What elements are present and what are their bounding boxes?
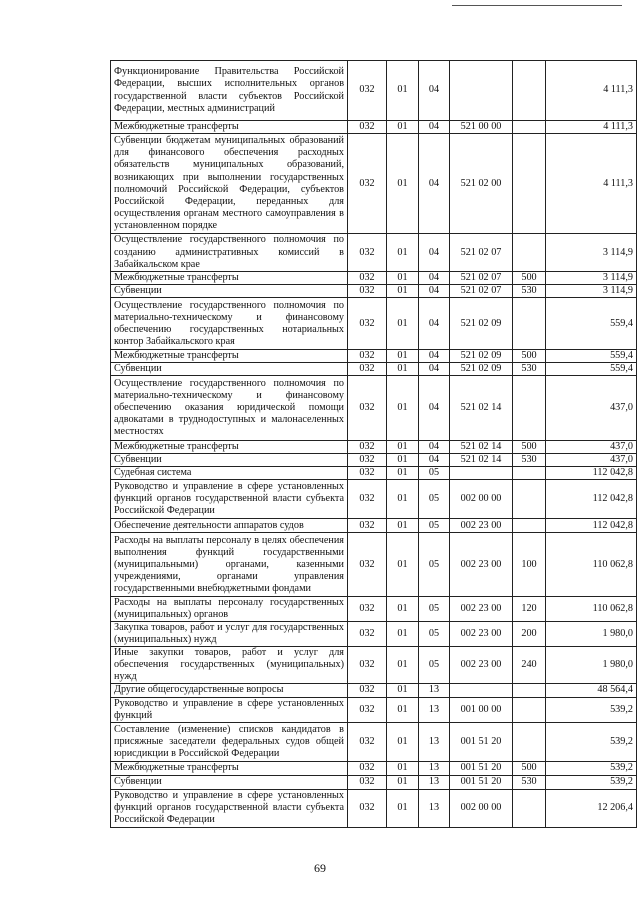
cell-amount: 539,2 (546, 775, 637, 789)
cell-amount: 110 062,8 (546, 533, 637, 597)
cell-ved: 032 (348, 363, 387, 376)
cell-csr: 521 02 07 (450, 285, 513, 298)
cell-ved: 032 (348, 480, 387, 519)
cell-ved: 032 (348, 761, 387, 775)
cell-rz: 01 (387, 789, 419, 827)
cell-vr (513, 234, 546, 272)
cell-vr: 200 (513, 622, 546, 647)
cell-vr (513, 376, 546, 441)
cell-ved: 032 (348, 441, 387, 454)
cell-rz: 01 (387, 298, 419, 350)
cell-ved: 032 (348, 121, 387, 134)
table-row (111, 697, 637, 722)
cell-rz: 01 (387, 454, 419, 467)
cell-amount: 12 206,4 (546, 789, 637, 827)
cell-rz: 01 (387, 272, 419, 285)
table-row (111, 467, 637, 480)
cell-pr: 05 (419, 533, 450, 597)
cell-rz: 01 (387, 61, 419, 121)
cell-csr: 521 02 14 (450, 376, 513, 441)
cell-pr: 05 (419, 597, 450, 622)
cell-vr (513, 722, 546, 761)
cell-vr: 530 (513, 285, 546, 298)
cell-amount: 4 111,3 (546, 121, 637, 134)
cell-vr: 500 (513, 441, 546, 454)
table-row (111, 622, 637, 647)
cell-rz: 01 (387, 519, 419, 533)
cell-name: Субвенции (111, 363, 348, 376)
cell-amount: 1 980,0 (546, 647, 637, 684)
cell-name: Руководство и управление в сфере установленных функций органов государственной власти субъекта Российской Федерации (111, 480, 348, 519)
table-row (111, 234, 637, 272)
cell-ved: 032 (348, 350, 387, 363)
cell-rz: 01 (387, 376, 419, 441)
cell-ved: 032 (348, 647, 387, 684)
cell-amount: 48 564,4 (546, 684, 637, 697)
cell-vr: 530 (513, 454, 546, 467)
cell-vr (513, 789, 546, 827)
cell-ved: 032 (348, 376, 387, 441)
cell-name: Иные закупки товаров, работ и услуг для обеспечения государственных (муниципальных) нужд (111, 647, 348, 684)
cell-rz: 01 (387, 761, 419, 775)
cell-pr: 04 (419, 363, 450, 376)
cell-csr: 002 23 00 (450, 622, 513, 647)
cell-name: Субвенции (111, 454, 348, 467)
cell-vr (513, 519, 546, 533)
cell-csr: 521 02 14 (450, 441, 513, 454)
cell-pr: 05 (419, 622, 450, 647)
cell-rz: 01 (387, 441, 419, 454)
cell-amount: 4 111,3 (546, 61, 637, 121)
cell-name: Руководство и управление в сфере установленных функций (111, 697, 348, 722)
cell-vr: 530 (513, 363, 546, 376)
cell-pr: 04 (419, 134, 450, 234)
cell-ved: 032 (348, 454, 387, 467)
cell-amount: 112 042,8 (546, 480, 637, 519)
cell-rz: 01 (387, 697, 419, 722)
cell-name: Руководство и управление в сфере установленных функций органов государственной власти субъекта Российской Федерации (111, 789, 348, 827)
cell-ved: 032 (348, 697, 387, 722)
cell-amount: 437,0 (546, 376, 637, 441)
cell-csr: 521 00 00 (450, 121, 513, 134)
cell-rz: 01 (387, 597, 419, 622)
cell-csr: 002 23 00 (450, 519, 513, 533)
cell-amount: 559,4 (546, 363, 637, 376)
cell-pr: 05 (419, 480, 450, 519)
table-row (111, 298, 637, 350)
cell-pr: 05 (419, 647, 450, 684)
cell-pr: 13 (419, 722, 450, 761)
cell-amount: 112 042,8 (546, 519, 637, 533)
table-row (111, 121, 637, 134)
cell-ved: 032 (348, 775, 387, 789)
table-row (111, 441, 637, 454)
cell-name: Судебная система (111, 467, 348, 480)
table-row (111, 533, 637, 597)
cell-name: Обеспечение деятельности аппаратов судов (111, 519, 348, 533)
cell-vr: 530 (513, 775, 546, 789)
cell-amount: 559,4 (546, 350, 637, 363)
cell-vr (513, 467, 546, 480)
cell-ved: 032 (348, 789, 387, 827)
cell-csr: 002 00 00 (450, 789, 513, 827)
cell-pr: 05 (419, 519, 450, 533)
cell-pr: 13 (419, 697, 450, 722)
cell-amount: 1 980,0 (546, 622, 637, 647)
cell-vr (513, 298, 546, 350)
cell-pr: 04 (419, 272, 450, 285)
cell-rz: 01 (387, 480, 419, 519)
top-rule (452, 5, 622, 6)
cell-csr: 521 02 09 (450, 298, 513, 350)
cell-amount: 539,2 (546, 761, 637, 775)
cell-rz: 01 (387, 722, 419, 761)
cell-rz: 01 (387, 134, 419, 234)
cell-csr: 001 51 20 (450, 722, 513, 761)
table-row (111, 597, 637, 622)
cell-csr (450, 467, 513, 480)
cell-pr: 04 (419, 298, 450, 350)
cell-rz: 01 (387, 533, 419, 597)
cell-vr (513, 134, 546, 234)
cell-rz: 01 (387, 363, 419, 376)
cell-name: Осуществление государственного полномочия по материально-техническому и финансовому обеспечению оказания юридической помощи адвокатами в труднодоступных и малонаселенных местностях (111, 376, 348, 441)
cell-amount: 3 114,9 (546, 234, 637, 272)
cell-name: Межбюджетные трансферты (111, 272, 348, 285)
table-row (111, 134, 637, 234)
cell-pr: 04 (419, 285, 450, 298)
table-row (111, 647, 637, 684)
cell-csr: 001 51 20 (450, 761, 513, 775)
cell-name: Осуществление государственного полномочия по созданию административных комиссий в Забайкальском крае (111, 234, 348, 272)
cell-ved: 032 (348, 272, 387, 285)
cell-vr: 100 (513, 533, 546, 597)
table-row (111, 61, 637, 121)
cell-ved: 032 (348, 622, 387, 647)
cell-csr: 521 02 09 (450, 350, 513, 363)
cell-csr: 002 00 00 (450, 480, 513, 519)
cell-vr (513, 61, 546, 121)
table-row (111, 684, 637, 697)
cell-amount: 112 042,8 (546, 467, 637, 480)
cell-csr: 001 00 00 (450, 697, 513, 722)
cell-pr: 04 (419, 350, 450, 363)
cell-pr: 13 (419, 789, 450, 827)
cell-name: Межбюджетные трансферты (111, 761, 348, 775)
cell-rz: 01 (387, 684, 419, 697)
cell-pr: 13 (419, 775, 450, 789)
cell-csr: 002 23 00 (450, 533, 513, 597)
cell-vr: 120 (513, 597, 546, 622)
budget-table (110, 60, 637, 828)
cell-name: Закупка товаров, работ и услуг для государственных (муниципальных) нужд (111, 622, 348, 647)
cell-ved: 032 (348, 722, 387, 761)
cell-vr (513, 684, 546, 697)
cell-name: Расходы на выплаты персоналу в целях обеспечения выполнения функций государственными (муниципальными) органами, казенными учреждениями, органами управления государственными внебюджетными фондами (111, 533, 348, 597)
cell-csr: 001 51 20 (450, 775, 513, 789)
cell-csr: 521 02 00 (450, 134, 513, 234)
cell-name: Другие общегосударственные вопросы (111, 684, 348, 697)
cell-csr: 002 23 00 (450, 647, 513, 684)
cell-pr: 13 (419, 761, 450, 775)
cell-ved: 032 (348, 684, 387, 697)
cell-pr: 04 (419, 121, 450, 134)
table-row (111, 350, 637, 363)
cell-ved: 032 (348, 134, 387, 234)
cell-ved: 032 (348, 467, 387, 480)
cell-rz: 01 (387, 234, 419, 272)
cell-rz: 01 (387, 285, 419, 298)
cell-pr: 04 (419, 376, 450, 441)
cell-pr: 05 (419, 467, 450, 480)
cell-vr: 240 (513, 647, 546, 684)
cell-csr (450, 684, 513, 697)
cell-name: Субвенции бюджетам муниципальных образований для финансового обеспечения расходных обязательств муниципальных образований, возникающих при выполнении государственных полномочий Российской Федерации, субъектов Российской Федерации, переданных для осуществления органам местного самоуправления в установленном порядке (111, 134, 348, 234)
table-row (111, 761, 637, 775)
table-row (111, 363, 637, 376)
cell-csr (450, 61, 513, 121)
cell-amount: 559,4 (546, 298, 637, 350)
cell-pr: 13 (419, 684, 450, 697)
cell-amount: 3 114,9 (546, 272, 637, 285)
cell-pr: 04 (419, 454, 450, 467)
cell-name: Расходы на выплаты персоналу государственных (муниципальных) органов (111, 597, 348, 622)
page-number: 69 (314, 861, 326, 875)
table-row (111, 519, 637, 533)
cell-amount: 437,0 (546, 441, 637, 454)
cell-pr: 04 (419, 441, 450, 454)
cell-vr: 500 (513, 761, 546, 775)
cell-name: Межбюджетные трансферты (111, 121, 348, 134)
cell-amount: 3 114,9 (546, 285, 637, 298)
table-row (111, 376, 637, 441)
cell-amount: 539,2 (546, 697, 637, 722)
cell-ved: 032 (348, 597, 387, 622)
cell-ved: 032 (348, 519, 387, 533)
cell-pr: 04 (419, 61, 450, 121)
cell-rz: 01 (387, 647, 419, 684)
cell-csr: 521 02 14 (450, 454, 513, 467)
budget-table-body (111, 61, 637, 828)
cell-vr (513, 480, 546, 519)
cell-name: Функционирование Правительства Российской Федерации, высших исполнительных органов государственной власти субъектов Российской Федерации, местных администраций (111, 61, 348, 121)
cell-ved: 032 (348, 61, 387, 121)
cell-ved: 032 (348, 298, 387, 350)
cell-name: Субвенции (111, 285, 348, 298)
cell-ved: 032 (348, 234, 387, 272)
table-row (111, 285, 637, 298)
cell-name: Межбюджетные трансферты (111, 441, 348, 454)
cell-rz: 01 (387, 622, 419, 647)
cell-vr (513, 697, 546, 722)
cell-name: Составление (изменение) списков кандидатов в присяжные заседатели федеральных судов общей юрисдикции в Российской Федерации (111, 722, 348, 761)
cell-vr: 500 (513, 272, 546, 285)
cell-amount: 437,0 (546, 454, 637, 467)
cell-csr: 521 02 09 (450, 363, 513, 376)
cell-rz: 01 (387, 467, 419, 480)
cell-vr (513, 121, 546, 134)
cell-rz: 01 (387, 350, 419, 363)
cell-name: Субвенции (111, 775, 348, 789)
cell-ved: 032 (348, 285, 387, 298)
cell-amount: 110 062,8 (546, 597, 637, 622)
cell-rz: 01 (387, 121, 419, 134)
cell-ved: 032 (348, 533, 387, 597)
cell-name: Осуществление государственного полномочия по материально-техническому и финансовому обеспечению государственных нотариальных контор Забайкальского края (111, 298, 348, 350)
cell-pr: 04 (419, 234, 450, 272)
cell-amount: 4 111,3 (546, 134, 637, 234)
table-row (111, 722, 637, 761)
table-row (111, 272, 637, 285)
cell-csr: 521 02 07 (450, 234, 513, 272)
cell-amount: 539,2 (546, 722, 637, 761)
cell-rz: 01 (387, 775, 419, 789)
cell-name: Межбюджетные трансферты (111, 350, 348, 363)
table-row (111, 454, 637, 467)
table-row (111, 775, 637, 789)
cell-csr: 521 02 07 (450, 272, 513, 285)
cell-csr: 002 23 00 (450, 597, 513, 622)
table-row (111, 480, 637, 519)
table-row (111, 789, 637, 827)
cell-vr: 500 (513, 350, 546, 363)
